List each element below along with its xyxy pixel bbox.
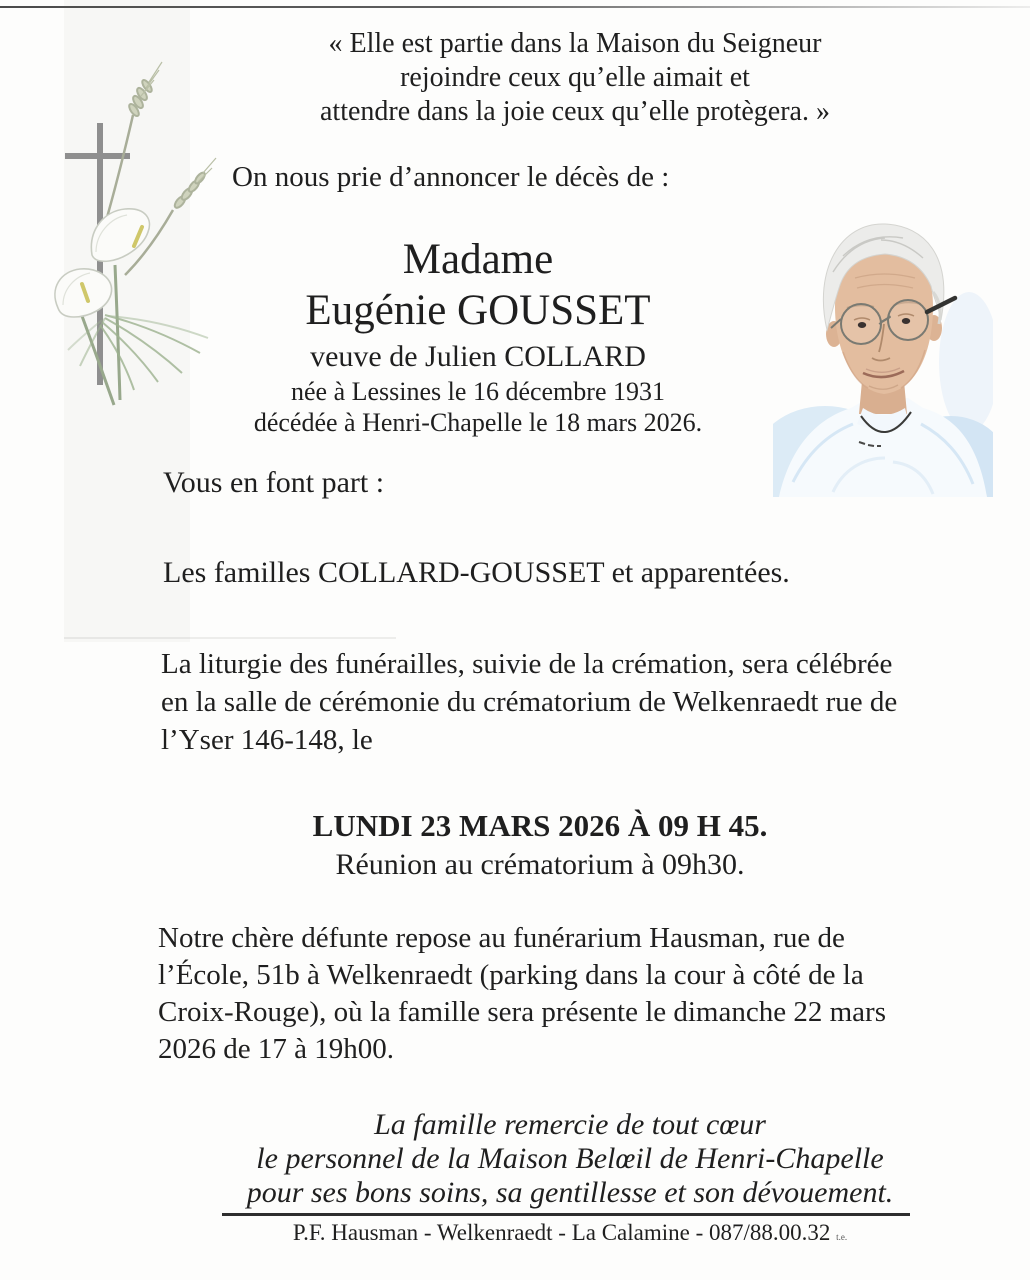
announcement-intro: On nous prie d’annoncer le décès de : [232, 161, 670, 193]
quote-line: attendre dans la joie ceux qu’elle protègera. » [320, 96, 830, 127]
footer-tiny-mark: t.e. [836, 1232, 848, 1242]
opening-quote [230, 27, 920, 129]
quote-line: « Elle est partie dans la Maison du Seigneur [328, 28, 822, 59]
thanks-line: La famille remercie de tout cœur [374, 1108, 766, 1141]
liturgy-line: l’Yser 146-148, le [161, 724, 373, 756]
liturgy-line: La liturgie des funérailles, suivie de la crémation, sera célébrée [161, 648, 893, 680]
repose-line: Croix-Rouge), où la famille sera présente le dimanche 22 mars [158, 996, 886, 1028]
thanks-line: le personnel de la Maison Belœil de Henri-Chapelle [256, 1142, 884, 1175]
liturgy-line: en la salle de cérémonie du crématorium de Welkenraedt rue de [161, 686, 898, 718]
footer-divider [222, 1213, 910, 1216]
ceremony-date: LUNDI 23 MARS 2026 À 09 H 45. [312, 808, 768, 843]
funeral-home-line: P.F. Hausman - Welkenraedt - La Calamine - 087/88.00.32 [292, 1220, 831, 1245]
footer-contact [160, 1220, 980, 1246]
deceased-death: décédée à Henri-Chapelle le 18 mars 2026. [253, 408, 703, 437]
repose-line: l’École, 51b à Welkenraedt (parking dans la cour à côté de la [158, 959, 864, 991]
liturgy-paragraph [161, 645, 897, 759]
family-line: Les familles COLLARD-GOUSSET et apparentées. [163, 556, 790, 589]
calla-lily-icon [55, 269, 112, 317]
deceased-name: Eugénie GOUSSET [305, 287, 651, 334]
ceremony-block [140, 806, 940, 884]
deceased-title: Madame [402, 236, 554, 283]
thanks-line: pour ses bons soins, sa gentillesse et son dévouement. [246, 1176, 894, 1209]
deceased-birth: née à Lessines le 16 décembre 1931 [291, 377, 665, 406]
ceremony-meeting: Réunion au crématorium à 09h30. [335, 848, 745, 881]
thanks-block [170, 1108, 970, 1210]
scan-fold-line [64, 637, 396, 639]
deceased-block [128, 234, 828, 438]
deceased-relation: veuve de Julien COLLARD [310, 340, 646, 373]
family-intro: Vous en font part : [163, 466, 385, 499]
quote-line: rejoindre ceux qu’elle aimait et [400, 62, 750, 93]
repose-line: Notre chère défunte repose au funérarium Hausman, rue de [158, 922, 845, 954]
repose-line: 2026 de 17 à 19h00. [158, 1033, 394, 1065]
repose-paragraph [158, 920, 886, 1068]
